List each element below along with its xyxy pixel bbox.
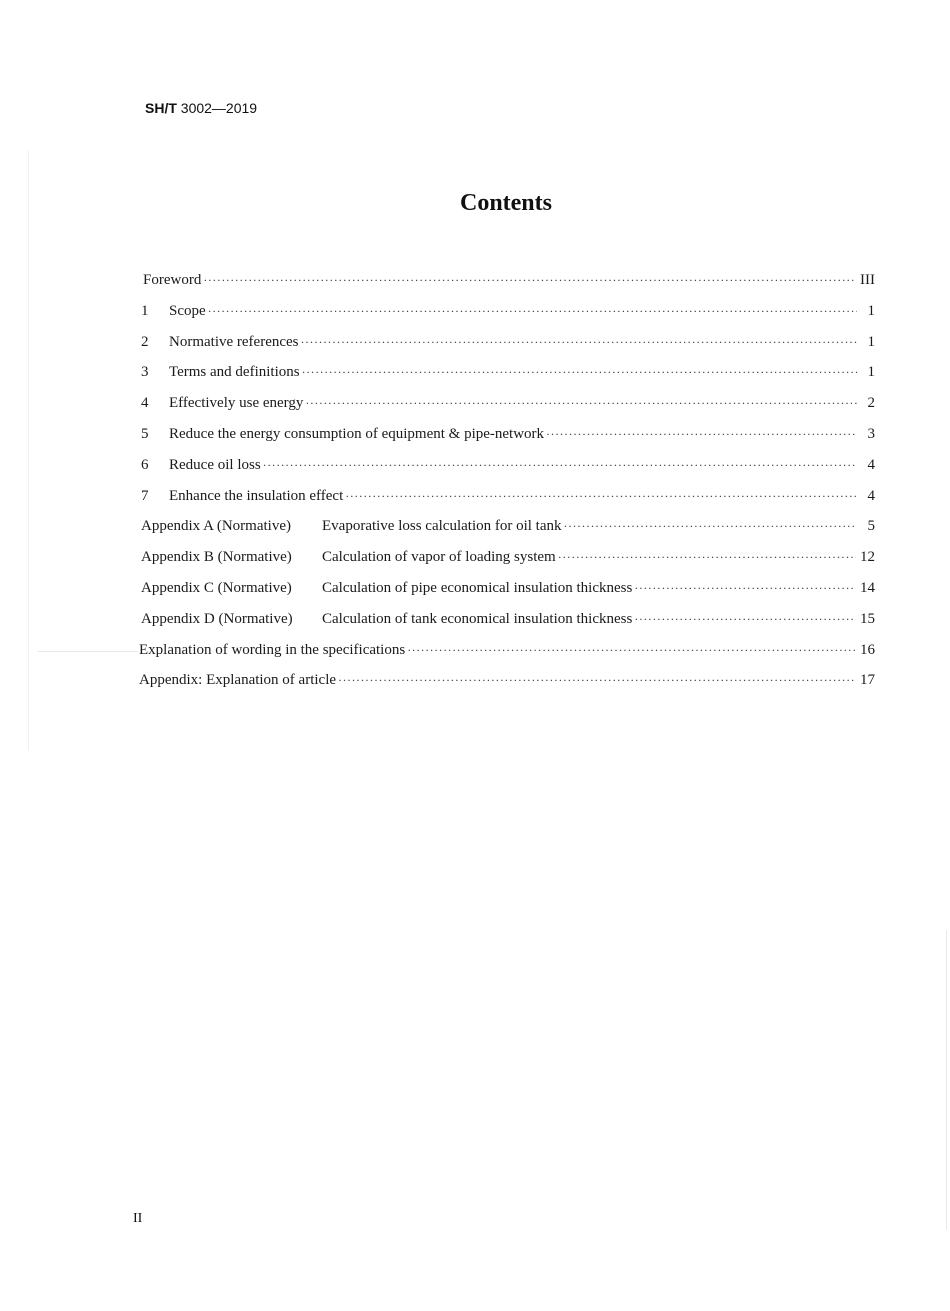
toc-leader <box>338 673 856 688</box>
toc-entry-appendix-a[interactable] <box>139 518 879 549</box>
toc-page: 12 <box>860 549 875 566</box>
toc-page: 15 <box>860 610 875 627</box>
toc-page: 5 <box>867 518 875 535</box>
standard-prefix: SH/T <box>145 100 177 116</box>
toc-appendix-id: Appendix C (Normative) <box>141 579 292 596</box>
page-title: Contents <box>459 190 552 216</box>
toc-label: Foreword <box>143 272 202 288</box>
toc-leader <box>301 335 857 350</box>
toc-page: 1 <box>867 302 875 319</box>
toc-leader <box>564 519 857 534</box>
toc-label: Appendix: Explanation of article <box>139 672 337 689</box>
toc-number: 3 <box>141 364 149 381</box>
toc-entry-appendix-d[interactable] <box>139 611 879 642</box>
toc-entry-explanation-wording[interactable] <box>139 642 879 673</box>
toc-page: 14 <box>860 579 875 596</box>
toc-appendix-id: Appendix D (Normative) <box>141 610 293 627</box>
toc-page: 1 <box>867 333 875 350</box>
toc-entry-5[interactable] <box>139 426 879 457</box>
toc-page: 16 <box>860 641 875 658</box>
toc-page: 3 <box>867 425 875 442</box>
scan-artifact <box>38 651 138 652</box>
toc-label: Terms and definitions <box>169 364 300 381</box>
toc-page: 2 <box>867 395 875 412</box>
toc-leader <box>302 365 857 380</box>
toc-entry-appendix-b[interactable] <box>139 549 879 580</box>
toc-page: 4 <box>867 487 875 504</box>
toc-number: 4 <box>141 395 149 412</box>
table-of-contents <box>139 272 879 703</box>
toc-leader <box>634 581 856 596</box>
toc-label: Calculation of pipe economical insulation thickness <box>322 579 633 596</box>
toc-entry-4[interactable] <box>139 395 879 426</box>
toc-leader <box>546 427 857 442</box>
toc-label: Enhance the insulation effect <box>169 487 344 504</box>
toc-entry-3[interactable] <box>139 364 879 395</box>
scan-artifact <box>28 150 29 750</box>
toc-page: 17 <box>860 672 875 689</box>
toc-leader <box>634 612 856 627</box>
toc-page: III <box>860 272 875 288</box>
toc-number: 5 <box>141 425 149 442</box>
page-number: II <box>133 1211 143 1226</box>
toc-label: Calculation of vapor of loading system <box>322 549 556 566</box>
toc-leader <box>345 489 857 504</box>
toc-label: Scope <box>169 302 206 319</box>
toc-leader <box>203 273 856 288</box>
toc-entry-7[interactable] <box>139 488 879 519</box>
toc-leader <box>208 304 857 319</box>
toc-entry-1[interactable] <box>139 303 879 334</box>
toc-appendix-id: Appendix A (Normative) <box>141 518 291 535</box>
toc-label: Reduce the energy consumption of equipment & pipe-network <box>169 425 545 442</box>
toc-entry-explanation-article[interactable] <box>139 672 879 703</box>
toc-leader <box>305 396 857 411</box>
toc-entry-appendix-c[interactable] <box>139 580 879 611</box>
toc-number: 7 <box>141 487 149 504</box>
toc-leader <box>263 458 857 473</box>
toc-page: 4 <box>867 456 875 473</box>
toc-page: 1 <box>867 364 875 381</box>
toc-number: 2 <box>141 333 149 350</box>
toc-leader <box>558 550 856 565</box>
toc-number: 1 <box>141 302 149 319</box>
toc-label: Evaporative loss calculation for oil tank <box>322 518 562 535</box>
standard-code <box>145 100 257 116</box>
toc-label: Explanation of wording in the specifications <box>139 641 406 658</box>
toc-entry-foreword[interactable] <box>139 272 879 303</box>
toc-label: Calculation of tank economical insulation thickness <box>322 610 633 627</box>
toc-appendix-id: Appendix B (Normative) <box>141 549 292 566</box>
toc-number: 6 <box>141 456 149 473</box>
scan-artifact <box>946 930 947 1230</box>
toc-leader <box>407 643 856 658</box>
toc-label: Reduce oil loss <box>169 456 261 473</box>
toc-entry-2[interactable] <box>139 334 879 365</box>
toc-label: Normative references <box>169 333 299 350</box>
standard-number: 3002—2019 <box>180 100 258 116</box>
toc-entry-6[interactable] <box>139 457 879 488</box>
toc-label: Effectively use energy <box>169 395 304 412</box>
